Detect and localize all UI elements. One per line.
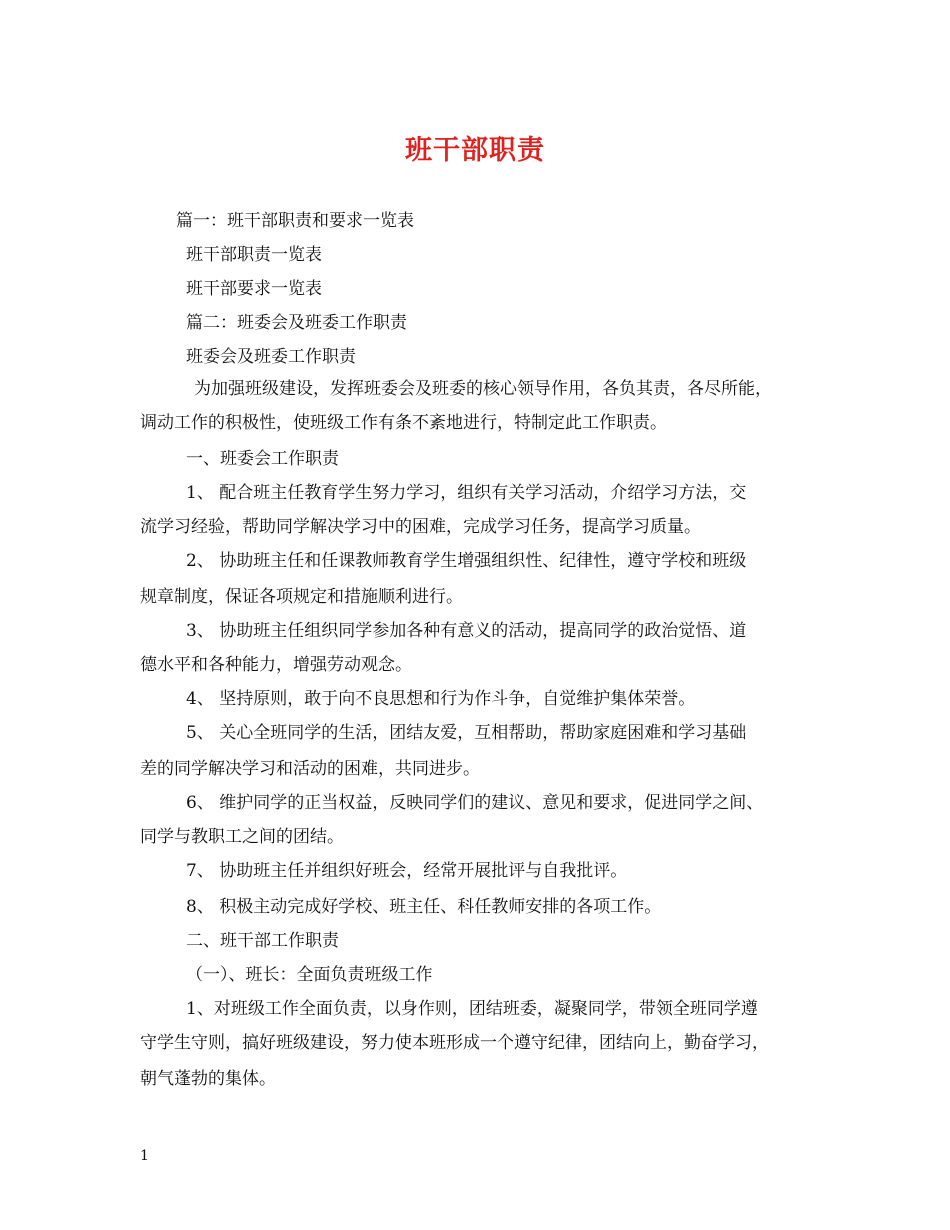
text-line: 班委会及班委工作职责 <box>186 347 356 367</box>
page-number: 1 <box>140 1148 149 1164</box>
text-line: 5、 关心全班同学的生活，团结友爱，互相帮助，帮助家庭困难和学习基础 <box>186 723 747 743</box>
text-line: 班干部职责一览表 <box>186 245 322 265</box>
text-line: 朝气蓬勃的集体。 <box>140 1069 276 1089</box>
text-line: 守学生守则，搞好班级建设，努力使本班形成一个遵守纪律，团结向上，勤奋学习， <box>140 1033 769 1053</box>
text-line: 7、 协助班主任并组织好班会，经常开展批评与自我批评。 <box>186 861 628 881</box>
text-line: 3、 协助班主任组织同学参加各种有意义的活动，提高同学的政治觉悟、道 <box>186 621 747 641</box>
text-line: 班干部要求一览表 <box>186 279 322 299</box>
text-line: （一）、班长：全面负责班级工作 <box>186 965 433 985</box>
text-line: 1、 配合班主任教育学生努力学习，组织有关学习活动，介绍学习方法，交 <box>186 483 747 503</box>
document-title: 班干部职责 <box>405 135 545 166</box>
text-line: 2、 协助班主任和任课教师教育学生增强组织性、纪律性，遵守学校和班级 <box>186 551 747 571</box>
text-line: 1、对班级工作全面负责，以身作则，团结班委，凝聚同学，带领全班同学遵 <box>186 999 758 1019</box>
text-line: 规章制度，保证各项规定和措施顺利进行。 <box>140 587 463 607</box>
text-line: 流学习经验，帮助同学解决学习中的困难，完成学习任务，提高学习质量。 <box>140 517 701 537</box>
text-line: 二、班干部工作职责 <box>186 931 339 951</box>
text-line: 篇一：班干部职责和要求一览表 <box>176 211 414 231</box>
text-line: 同学与教职工之间的团结。 <box>140 827 344 847</box>
text-line: 8、 积极主动完成好学校、班主任、科任教师安排的各项工作。 <box>186 897 662 917</box>
text-line: 4、 坚持原则，敢于向不良思想和行为作斗争，自觉维护集体荣誉。 <box>186 689 696 709</box>
text-line: 差的同学解决学习和活动的困难，共同进步。 <box>140 759 480 779</box>
text-line: 德水平和各种能力，增强劳动观念。 <box>140 655 412 675</box>
text-line: 6、 维护同学的正当权益，反映同学们的建议、意见和要求，促进同学之间、 <box>186 793 764 813</box>
text-line: 篇二：班委会及班委工作职责 <box>186 313 407 333</box>
text-line: 一、班委会工作职责 <box>186 449 339 469</box>
text-line: 为加强班级建设，发挥班委会及班委的核心领导作用，各负其责，各尽所能， <box>194 379 772 399</box>
text-line: 调动工作的积极性，使班级工作有条不紊地进行，特制定此工作职责。 <box>140 413 667 433</box>
